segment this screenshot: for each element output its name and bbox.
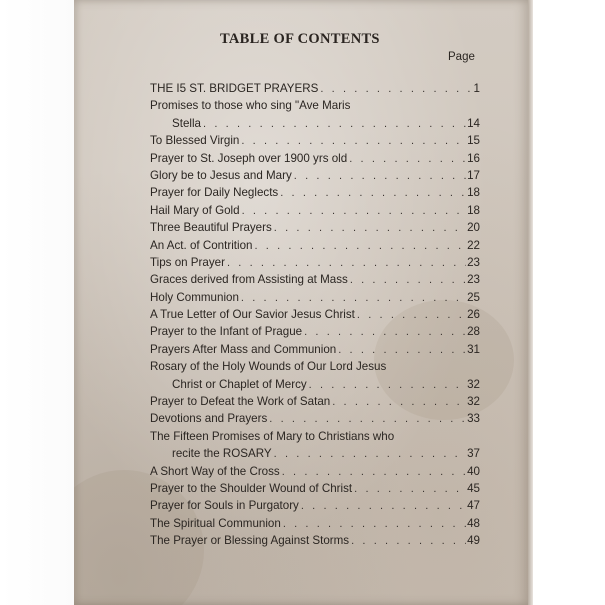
toc-entry-title: A Short Way of the Cross: [150, 464, 280, 478]
toc-entry-title: Prayer to the Shoulder Wound of Christ: [150, 481, 353, 495]
toc-entry-page-number: 14: [467, 116, 480, 130]
toc-entry-title: Prayer to Defeat the Work of Satan: [150, 395, 331, 409]
toc-entry: [150, 80, 480, 97]
toc-entry-title: The Prayer or Blessing Against Storms: [150, 534, 350, 548]
dot-leader: [254, 238, 466, 254]
toc-entry-title: To Blessed Virgin: [150, 134, 240, 148]
toc-entry: [150, 532, 480, 549]
dot-leader: [241, 133, 466, 149]
dot-leader: [338, 342, 466, 358]
toc-entry-title: Prayer to St. Joseph over 1900 yrs old: [150, 151, 348, 165]
toc-entry-line: [150, 532, 480, 549]
toc-entry: [150, 237, 480, 254]
toc-entry-line: [150, 358, 480, 375]
dot-leader: [309, 377, 466, 393]
toc-entry-page-number: 28: [467, 325, 480, 339]
toc-entry: [150, 393, 480, 410]
toc-entry-page-number: 26: [467, 308, 480, 322]
toc-entry-title: Promises to those who sing "Ave Maris: [150, 99, 351, 113]
toc-entry-line: [150, 150, 480, 167]
toc-content: [74, 0, 530, 605]
toc-entry: [150, 184, 480, 201]
toc-entry-line: [150, 115, 480, 132]
toc-entry-title: THE I5 ST. BRIDGET PRAYERS: [150, 82, 319, 95]
dot-leader: [274, 220, 466, 236]
toc-entry: [150, 480, 480, 497]
toc-entry-line: [150, 341, 480, 358]
dot-leader: [283, 516, 466, 532]
toc-entry: [150, 341, 480, 358]
dot-leader: [269, 411, 466, 427]
toc-entry-title: Devotions and Prayers: [150, 412, 268, 426]
book-page: [74, 0, 530, 605]
toc-entry: [150, 202, 480, 219]
toc-entry-line: [150, 376, 480, 393]
dot-leader: [332, 394, 466, 410]
dot-leader: [351, 533, 466, 549]
toc-entry-page-number: 25: [467, 290, 480, 304]
toc-entry-line: [150, 254, 480, 271]
toc-entry: [150, 167, 480, 184]
toc-entries: [150, 80, 480, 550]
toc-entry: [150, 428, 480, 463]
toc-entry-title: Three Beautiful Prayers: [150, 221, 272, 235]
toc-entry-line: [150, 393, 480, 410]
toc-entry-page-number: 18: [467, 203, 480, 217]
toc-entry-line: [150, 323, 480, 340]
toc-entry-line: [150, 497, 480, 514]
toc-entry-page-number: 1: [473, 82, 480, 95]
dot-leader: [227, 255, 466, 271]
toc-entry: [150, 306, 480, 323]
dot-leader: [354, 481, 466, 497]
toc-entry: [150, 410, 480, 427]
toc-entry-line: [150, 515, 480, 532]
dot-leader: [349, 151, 466, 167]
toc-entry-title: Prayer for Souls in Purgatory: [150, 499, 299, 513]
toc-entry-line: [150, 237, 480, 254]
toc-entry-line: [150, 97, 480, 114]
toc-entry-title: An Act. of Contrition: [150, 238, 253, 252]
background: [0, 0, 74, 605]
toc-entry-page-number: 16: [467, 151, 480, 165]
toc-entry-page-number: 49: [467, 534, 480, 548]
toc-entry: [150, 132, 480, 149]
toc-entry-line: [150, 480, 480, 497]
toc-entry-page-number: 32: [467, 377, 480, 391]
toc-entry-page-number: 33: [467, 412, 480, 426]
toc-entry-page-number: 45: [467, 481, 480, 495]
toc-entry-line: [150, 306, 480, 323]
toc-entry-page-number: 37: [467, 447, 480, 461]
toc-entry-title: Rosary of the Holy Wounds of Our Lord Jesus: [150, 360, 387, 374]
dot-leader: [350, 272, 466, 288]
toc-entry-title: Hail Mary of Gold: [150, 203, 240, 217]
toc-entry: [150, 463, 480, 480]
toc-entry-title: Prayer for Daily Neglects: [150, 186, 279, 200]
toc-entry-line: [150, 132, 480, 149]
toc-entry-page-number: 17: [467, 168, 480, 182]
toc-entry: [150, 323, 480, 340]
toc-entry-title: Stella: [172, 116, 202, 130]
toc-entry-title: Christ or Chaplet of Mercy: [172, 377, 307, 391]
page-edge: [528, 0, 533, 605]
toc-entry: [150, 254, 480, 271]
toc-entry: [150, 358, 480, 393]
toc-entry: [150, 271, 480, 288]
toc-entry-page-number: 40: [467, 464, 480, 478]
dot-leader: [203, 116, 466, 132]
toc-entry-line: [150, 428, 480, 445]
toc-entry: [150, 150, 480, 167]
dot-leader: [280, 185, 466, 201]
toc-entry-title: Glory be to Jesus and Mary: [150, 168, 292, 182]
dot-leader: [274, 446, 466, 462]
toc-entry-page-number: 22: [467, 238, 480, 252]
dot-leader: [357, 307, 466, 323]
toc-entry-title: The Spiritual Communion: [150, 516, 281, 530]
toc-entry-title: The Fifteen Promises of Mary to Christians who: [150, 429, 395, 443]
toc-entry-line: [150, 184, 480, 201]
toc-entry-line: [150, 289, 480, 306]
toc-entry-page-number: 20: [467, 221, 480, 235]
dot-leader: [282, 464, 466, 480]
toc-entry: [150, 289, 480, 306]
dot-leader: [301, 498, 466, 514]
page-column-label: Page: [448, 51, 475, 63]
toc-entry-line: [150, 80, 480, 97]
toc-entry-line: [150, 202, 480, 219]
toc-entry-page-number: 48: [467, 516, 480, 530]
dot-leader: [241, 290, 466, 306]
toc-entry-page-number: 23: [467, 255, 480, 269]
toc-entry-title: A True Letter of Our Savior Jesus Christ: [150, 308, 355, 322]
toc-entry-line: [150, 167, 480, 184]
toc-entry-title: Prayers After Mass and Communion: [150, 342, 337, 356]
toc-entry-title: Holy Communion: [150, 290, 239, 304]
toc-entry-line: [150, 271, 480, 288]
dot-leader: [294, 168, 466, 184]
toc-entry-title: Prayer to the Infant of Prague: [150, 325, 303, 339]
toc-entry-line: [150, 445, 480, 462]
page-title: TABLE OF CONTENTS: [220, 31, 380, 47]
toc-entry-page-number: 31: [467, 342, 480, 356]
toc-entry-page-number: 32: [467, 395, 480, 409]
toc-entry: [150, 497, 480, 514]
dot-leader: [304, 324, 466, 340]
toc-entry-line: [150, 463, 480, 480]
toc-entry: [150, 97, 480, 132]
toc-entry-page-number: 23: [467, 273, 480, 287]
toc-entry-title: recite the ROSARY: [172, 447, 272, 461]
toc-entry-page-number: 15: [467, 134, 480, 148]
dot-leader: [242, 203, 467, 219]
dot-leader: [320, 81, 472, 97]
toc-entry-title: Graces derived from Assisting at Mass: [150, 273, 348, 287]
toc-entry-title: Tips on Prayer: [150, 255, 225, 269]
toc-entry: [150, 515, 480, 532]
toc-entry-line: [150, 410, 480, 427]
toc-entry-line: [150, 219, 480, 236]
toc-entry-page-number: 18: [467, 186, 480, 200]
toc-entry-page-number: 47: [467, 499, 480, 513]
toc-entry: [150, 219, 480, 236]
